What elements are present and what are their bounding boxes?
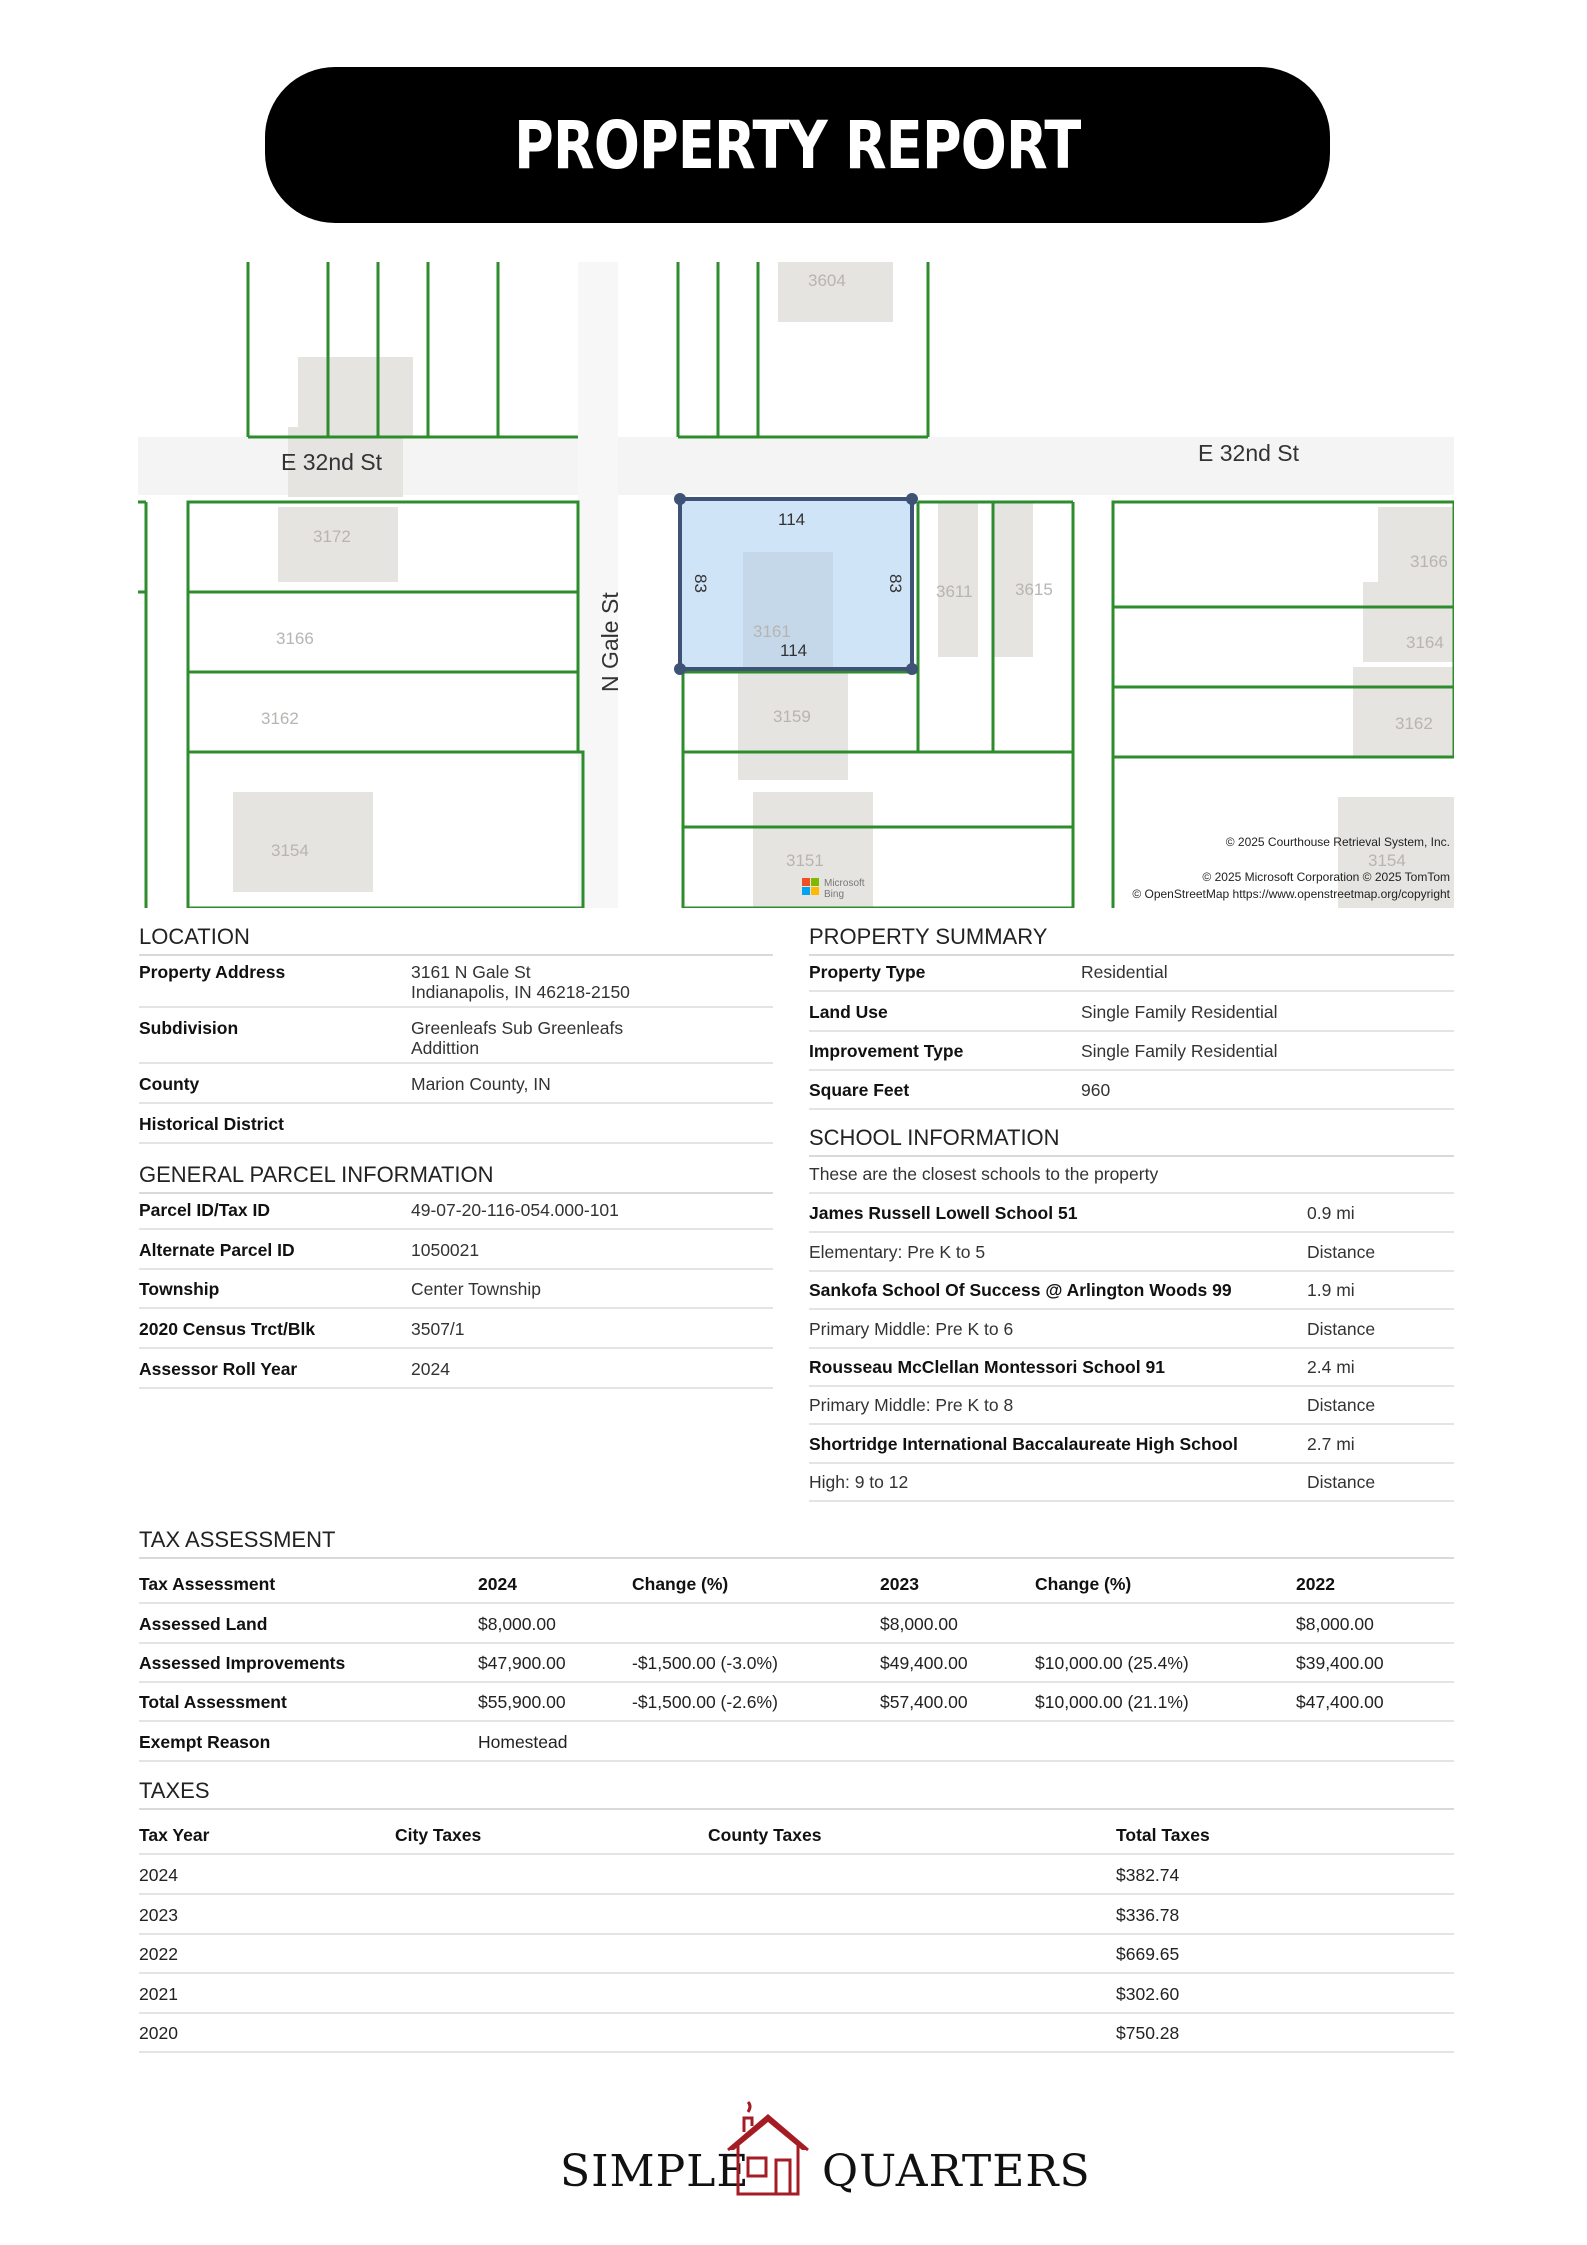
school-level: High: 9 to 12 bbox=[809, 1472, 909, 1492]
table-cell: $302.60 bbox=[1116, 1984, 1180, 2004]
table-row bbox=[139, 1279, 773, 1309]
house-number: 3615 bbox=[1015, 580, 1053, 599]
table-row bbox=[809, 1080, 1454, 1110]
parcel-map-canvas bbox=[138, 262, 1454, 908]
map-attribution-osm[interactable]: © OpenStreetMap https://www.openstreetmap.org/copyright bbox=[1132, 887, 1450, 901]
parcel-map[interactable] bbox=[138, 262, 1454, 908]
parcel-table bbox=[139, 1200, 773, 1390]
school-distance: 2.7 mi bbox=[1307, 1434, 1355, 1454]
table-row bbox=[139, 1653, 1454, 1683]
column-header: City Taxes bbox=[395, 1825, 482, 1845]
table-row bbox=[139, 1200, 773, 1230]
table-row bbox=[139, 1319, 773, 1349]
schools-table bbox=[809, 1164, 1454, 1504]
house-number: 3154 bbox=[271, 841, 309, 860]
section-title-schools: SCHOOL INFORMATION bbox=[809, 1125, 1454, 1157]
field-value: Residential bbox=[1081, 962, 1168, 982]
table-cell: $47,900.00 bbox=[478, 1653, 566, 1673]
field-value: Addittion bbox=[411, 1038, 480, 1058]
section-title-parcel: GENERAL PARCEL INFORMATION bbox=[139, 1162, 773, 1194]
brand-logo bbox=[560, 2098, 1091, 2208]
distance-label: Distance bbox=[1307, 1395, 1376, 1415]
table-cell: 2024 bbox=[139, 1865, 178, 1885]
field-label: Property Type bbox=[809, 962, 926, 982]
table-cell: $669.65 bbox=[1116, 1944, 1180, 1964]
table-cell: $39,400.00 bbox=[1296, 1653, 1384, 1673]
lot-dimension-right: 83 bbox=[886, 574, 905, 593]
house-number: 3166 bbox=[276, 629, 314, 648]
table-cell: 2020 bbox=[139, 2023, 178, 2043]
field-value: 1050021 bbox=[411, 1240, 480, 1260]
table-cell: $10,000.00 (25.4%) bbox=[1035, 1653, 1189, 1673]
location-table bbox=[139, 962, 773, 1152]
field-value: Indianapolis, IN 46218-2150 bbox=[411, 982, 630, 1002]
field-value: 960 bbox=[1081, 1080, 1111, 1100]
taxes-table bbox=[139, 1825, 1454, 2065]
table-row bbox=[139, 1944, 1454, 1974]
table-row bbox=[139, 1984, 1454, 2014]
table-cell: -$1,500.00 (-2.6%) bbox=[632, 1692, 778, 1712]
school-level-row bbox=[809, 1242, 1454, 1272]
table-cell: $49,400.00 bbox=[880, 1653, 968, 1673]
field-label: Assessor Roll Year bbox=[139, 1359, 298, 1379]
table-cell: 2022 bbox=[139, 1944, 178, 1964]
school-name: Sankofa School Of Success @ Arlington Woods 99 bbox=[809, 1280, 1232, 1300]
school-name: Rousseau McClellan Montessori School 91 bbox=[809, 1357, 1165, 1377]
table-header-row bbox=[139, 1825, 1454, 1855]
column-header: Total Taxes bbox=[1116, 1825, 1210, 1845]
column-header: 2024 bbox=[478, 1574, 517, 1594]
field-value: 3161 N Gale St bbox=[411, 962, 531, 982]
field-label: Improvement Type bbox=[809, 1041, 964, 1061]
column-header: Change (%) bbox=[1035, 1574, 1132, 1594]
table-header-row bbox=[139, 1574, 1454, 1604]
distance-label: Distance bbox=[1307, 1472, 1376, 1492]
schools-subtitle: These are the closest schools to the property bbox=[809, 1164, 1159, 1184]
bing-label-bing: Bing bbox=[824, 889, 845, 900]
table-cell: $8,000.00 bbox=[880, 1614, 958, 1634]
table-cell: Assessed Improvements bbox=[139, 1653, 346, 1673]
summary-table bbox=[809, 962, 1454, 1112]
house-icon bbox=[718, 2098, 818, 2208]
school-name: James Russell Lowell School 51 bbox=[809, 1203, 1078, 1223]
school-distance: 0.9 mi bbox=[1307, 1203, 1355, 1223]
section-title-tax-assessment: TAX ASSESSMENT bbox=[139, 1527, 1454, 1559]
school-level: Primary Middle: Pre K to 8 bbox=[809, 1395, 1014, 1415]
table-row bbox=[139, 1240, 773, 1270]
street-label-gale: N Gale St bbox=[597, 592, 623, 692]
table-cell: $55,900.00 bbox=[478, 1692, 566, 1712]
field-label: 2020 Census Trct/Blk bbox=[139, 1319, 316, 1339]
table-row bbox=[809, 1041, 1454, 1071]
distance-label: Distance bbox=[1307, 1242, 1376, 1262]
school-distance: 2.4 mi bbox=[1307, 1357, 1355, 1377]
table-row bbox=[139, 1865, 1454, 1895]
school-level-row bbox=[809, 1319, 1454, 1349]
table-row bbox=[809, 1164, 1454, 1194]
field-value: 3507/1 bbox=[411, 1319, 465, 1339]
table-row bbox=[139, 1692, 1454, 1722]
field-label: Township bbox=[139, 1279, 220, 1299]
house-number: 3159 bbox=[773, 707, 811, 726]
section-title-location: LOCATION bbox=[139, 924, 773, 956]
school-level-row bbox=[809, 1472, 1454, 1502]
section-title-summary: PROPERTY SUMMARY bbox=[809, 924, 1454, 956]
table-cell: $47,400.00 bbox=[1296, 1692, 1384, 1712]
field-label: Square Feet bbox=[809, 1080, 910, 1100]
section-title-taxes: TAXES bbox=[139, 1778, 1454, 1810]
field-value: 2024 bbox=[411, 1359, 450, 1379]
table-row bbox=[139, 2023, 1454, 2053]
school-name-row bbox=[809, 1280, 1454, 1310]
table-cell: $336.78 bbox=[1116, 1905, 1180, 1925]
field-value: 49-07-20-116-054.000-101 bbox=[411, 1200, 619, 1220]
house-number: 3162 bbox=[261, 709, 299, 728]
house-number: 3154 bbox=[1368, 851, 1406, 870]
house-number: 3611 bbox=[936, 582, 973, 601]
house-number: 3161 bbox=[753, 622, 791, 641]
table-row bbox=[139, 1018, 773, 1064]
school-level: Elementary: Pre K to 5 bbox=[809, 1242, 986, 1262]
school-name: Shortridge International Baccalaureate High School bbox=[809, 1434, 1238, 1454]
table-cell: $8,000.00 bbox=[478, 1614, 556, 1634]
school-distance: 1.9 mi bbox=[1307, 1280, 1355, 1300]
column-header: Change (%) bbox=[632, 1574, 729, 1594]
table-row bbox=[139, 1614, 1454, 1644]
table-cell: Homestead bbox=[478, 1732, 568, 1752]
house-number: 3172 bbox=[313, 527, 351, 546]
table-row bbox=[809, 962, 1454, 992]
column-header: 2023 bbox=[880, 1574, 919, 1594]
column-header: Tax Year bbox=[139, 1825, 210, 1845]
house-number: 3151 bbox=[786, 851, 824, 870]
school-name-row bbox=[809, 1357, 1454, 1387]
field-label: County bbox=[139, 1074, 200, 1094]
field-value: Center Township bbox=[411, 1279, 542, 1299]
table-cell: $8,000.00 bbox=[1296, 1614, 1374, 1634]
school-level-row bbox=[809, 1395, 1454, 1425]
table-row bbox=[139, 1074, 773, 1104]
column-header: 2022 bbox=[1296, 1574, 1335, 1594]
field-value: Single Family Residential bbox=[1081, 1041, 1278, 1061]
field-value: Single Family Residential bbox=[1081, 1002, 1278, 1022]
field-value: Greenleafs Sub Greenleafs bbox=[411, 1018, 624, 1038]
house-number: 3162 bbox=[1395, 714, 1433, 733]
report-title-banner bbox=[265, 67, 1330, 223]
field-label: Historical District bbox=[139, 1114, 284, 1134]
street-label-e32-left: E 32nd St bbox=[281, 449, 383, 475]
table-row bbox=[139, 1114, 773, 1144]
map-attribution-courthouse: © 2025 Courthouse Retrieval System, Inc. bbox=[1225, 835, 1450, 849]
school-name-row bbox=[809, 1434, 1454, 1464]
table-cell: 2021 bbox=[139, 1984, 178, 2004]
school-level: Primary Middle: Pre K to 6 bbox=[809, 1319, 1014, 1339]
field-value: Marion County, IN bbox=[411, 1074, 551, 1094]
field-label: Land Use bbox=[809, 1002, 888, 1022]
lot-dimension-top: 114 bbox=[778, 510, 806, 529]
table-row bbox=[139, 1732, 1454, 1762]
table-cell: Exempt Reason bbox=[139, 1732, 271, 1752]
table-row bbox=[139, 962, 773, 1008]
brand-name-right: QUARTERS bbox=[822, 2146, 1091, 2197]
map-attribution-microsoft: © 2025 Microsoft Corporation © 2025 TomTom bbox=[1202, 870, 1450, 884]
lot-dimension-left: 83 bbox=[691, 574, 710, 593]
house-number: 3604 bbox=[808, 271, 846, 290]
column-header: County Taxes bbox=[708, 1825, 822, 1845]
house-number: 3164 bbox=[1406, 633, 1444, 652]
field-label: Property Address bbox=[139, 962, 286, 982]
brand-name-left: SIMPLE bbox=[560, 2146, 750, 2197]
street-label-e32-right: E 32nd St bbox=[1198, 440, 1300, 466]
field-label: Subdivision bbox=[139, 1018, 239, 1038]
table-cell: $10,000.00 (21.1%) bbox=[1035, 1692, 1189, 1712]
column-header: Tax Assessment bbox=[139, 1574, 276, 1594]
table-cell: -$1,500.00 (-3.0%) bbox=[632, 1653, 778, 1673]
table-cell: Total Assessment bbox=[139, 1692, 287, 1712]
field-label: Alternate Parcel ID bbox=[139, 1240, 295, 1260]
field-label: Parcel ID/Tax ID bbox=[139, 1200, 270, 1220]
table-row bbox=[139, 1359, 773, 1389]
table-cell: Assessed Land bbox=[139, 1614, 268, 1634]
table-cell: $57,400.00 bbox=[880, 1692, 968, 1712]
report-title: PROPERTY REPORT bbox=[514, 106, 1081, 184]
table-cell: $750.28 bbox=[1116, 2023, 1180, 2043]
table-row bbox=[139, 1905, 1454, 1935]
table-row bbox=[809, 1002, 1454, 1032]
bing-label-microsoft: Microsoft bbox=[824, 878, 865, 889]
lot-dimension-bottom: 114 bbox=[780, 641, 808, 660]
distance-label: Distance bbox=[1307, 1319, 1376, 1339]
tax-assessment-table bbox=[139, 1574, 1454, 1774]
school-name-row bbox=[809, 1203, 1454, 1233]
table-cell: $382.74 bbox=[1116, 1865, 1180, 1885]
house-number: 3166 bbox=[1410, 552, 1448, 571]
table-cell: 2023 bbox=[139, 1905, 178, 1925]
